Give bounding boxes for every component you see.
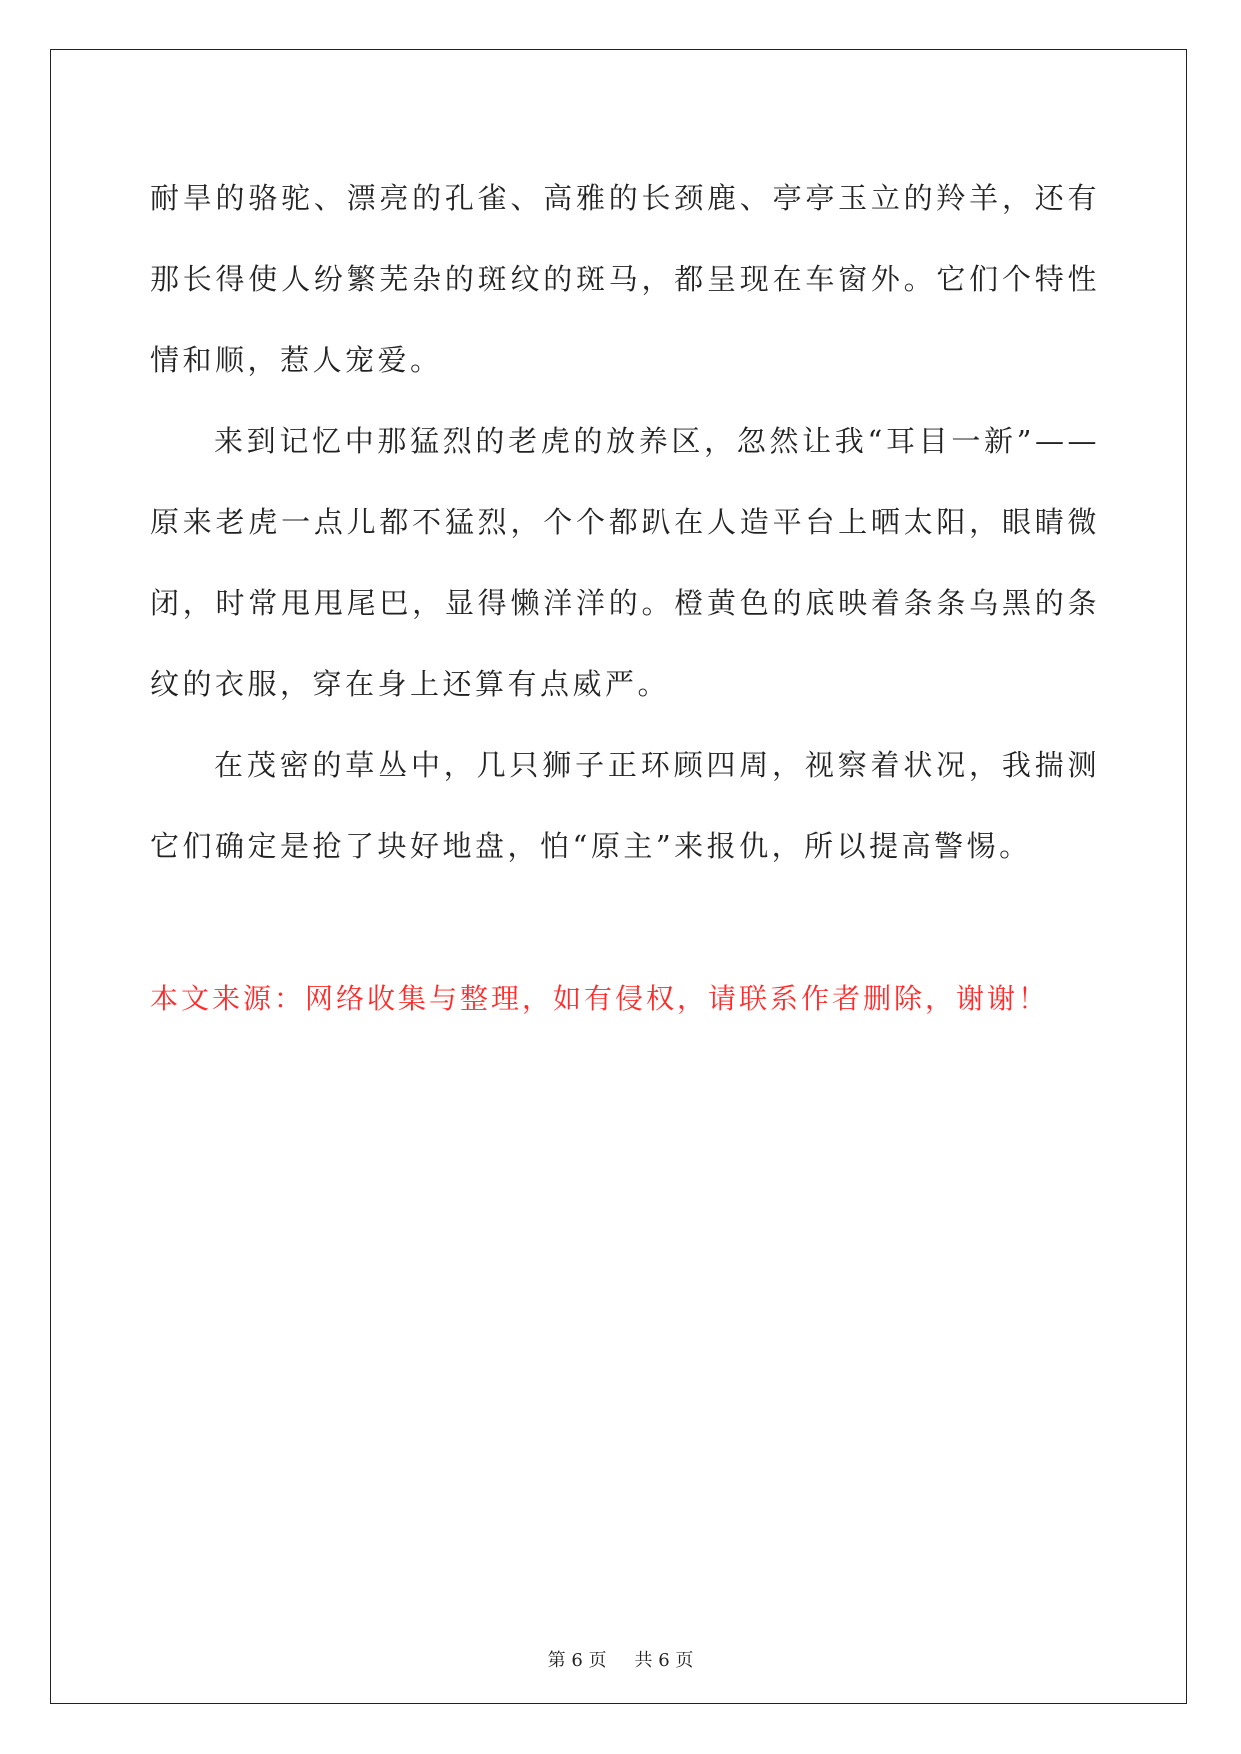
paragraph-3: 在茂密的草丛中，几只狮子正环顾四周，视察着状况，我揣测它们确定是抢了块好地盘，怕“原主”来报仇，所以提高警惕。 (150, 748, 1100, 863)
page-footer (0, 1646, 1241, 1672)
page-total: 共 6 页 (634, 1650, 694, 1671)
source-disclaimer: 本文来源：网络收集与整理，如有侵权，请联系作者删除，谢谢！ (150, 982, 1050, 1015)
page-number: 第 6 页 (547, 1650, 607, 1671)
paragraph-1: 耐旱的骆驼、漂亮的孔雀、高雅的长颈鹿、亭亭玉立的羚羊，还有那长得使人纷繁芜杂的斑纹的斑马，都呈现在车窗外。它们个特性情和顺，惹人宠爱。 (150, 181, 1100, 377)
document-body (150, 158, 1100, 887)
paragraph-2: 来到记忆中那猛烈的老虎的放养区，忽然让我“耳目一新”——原来老虎一点儿都不猛烈，个个都趴在人造平台上晒太阳，眼睛微闭，时常甩甩尾巴，显得懒洋洋的。橙黄色的底映着条条乌黑的条纹的衣服，穿在身上还算有点威严。 (150, 424, 1100, 701)
